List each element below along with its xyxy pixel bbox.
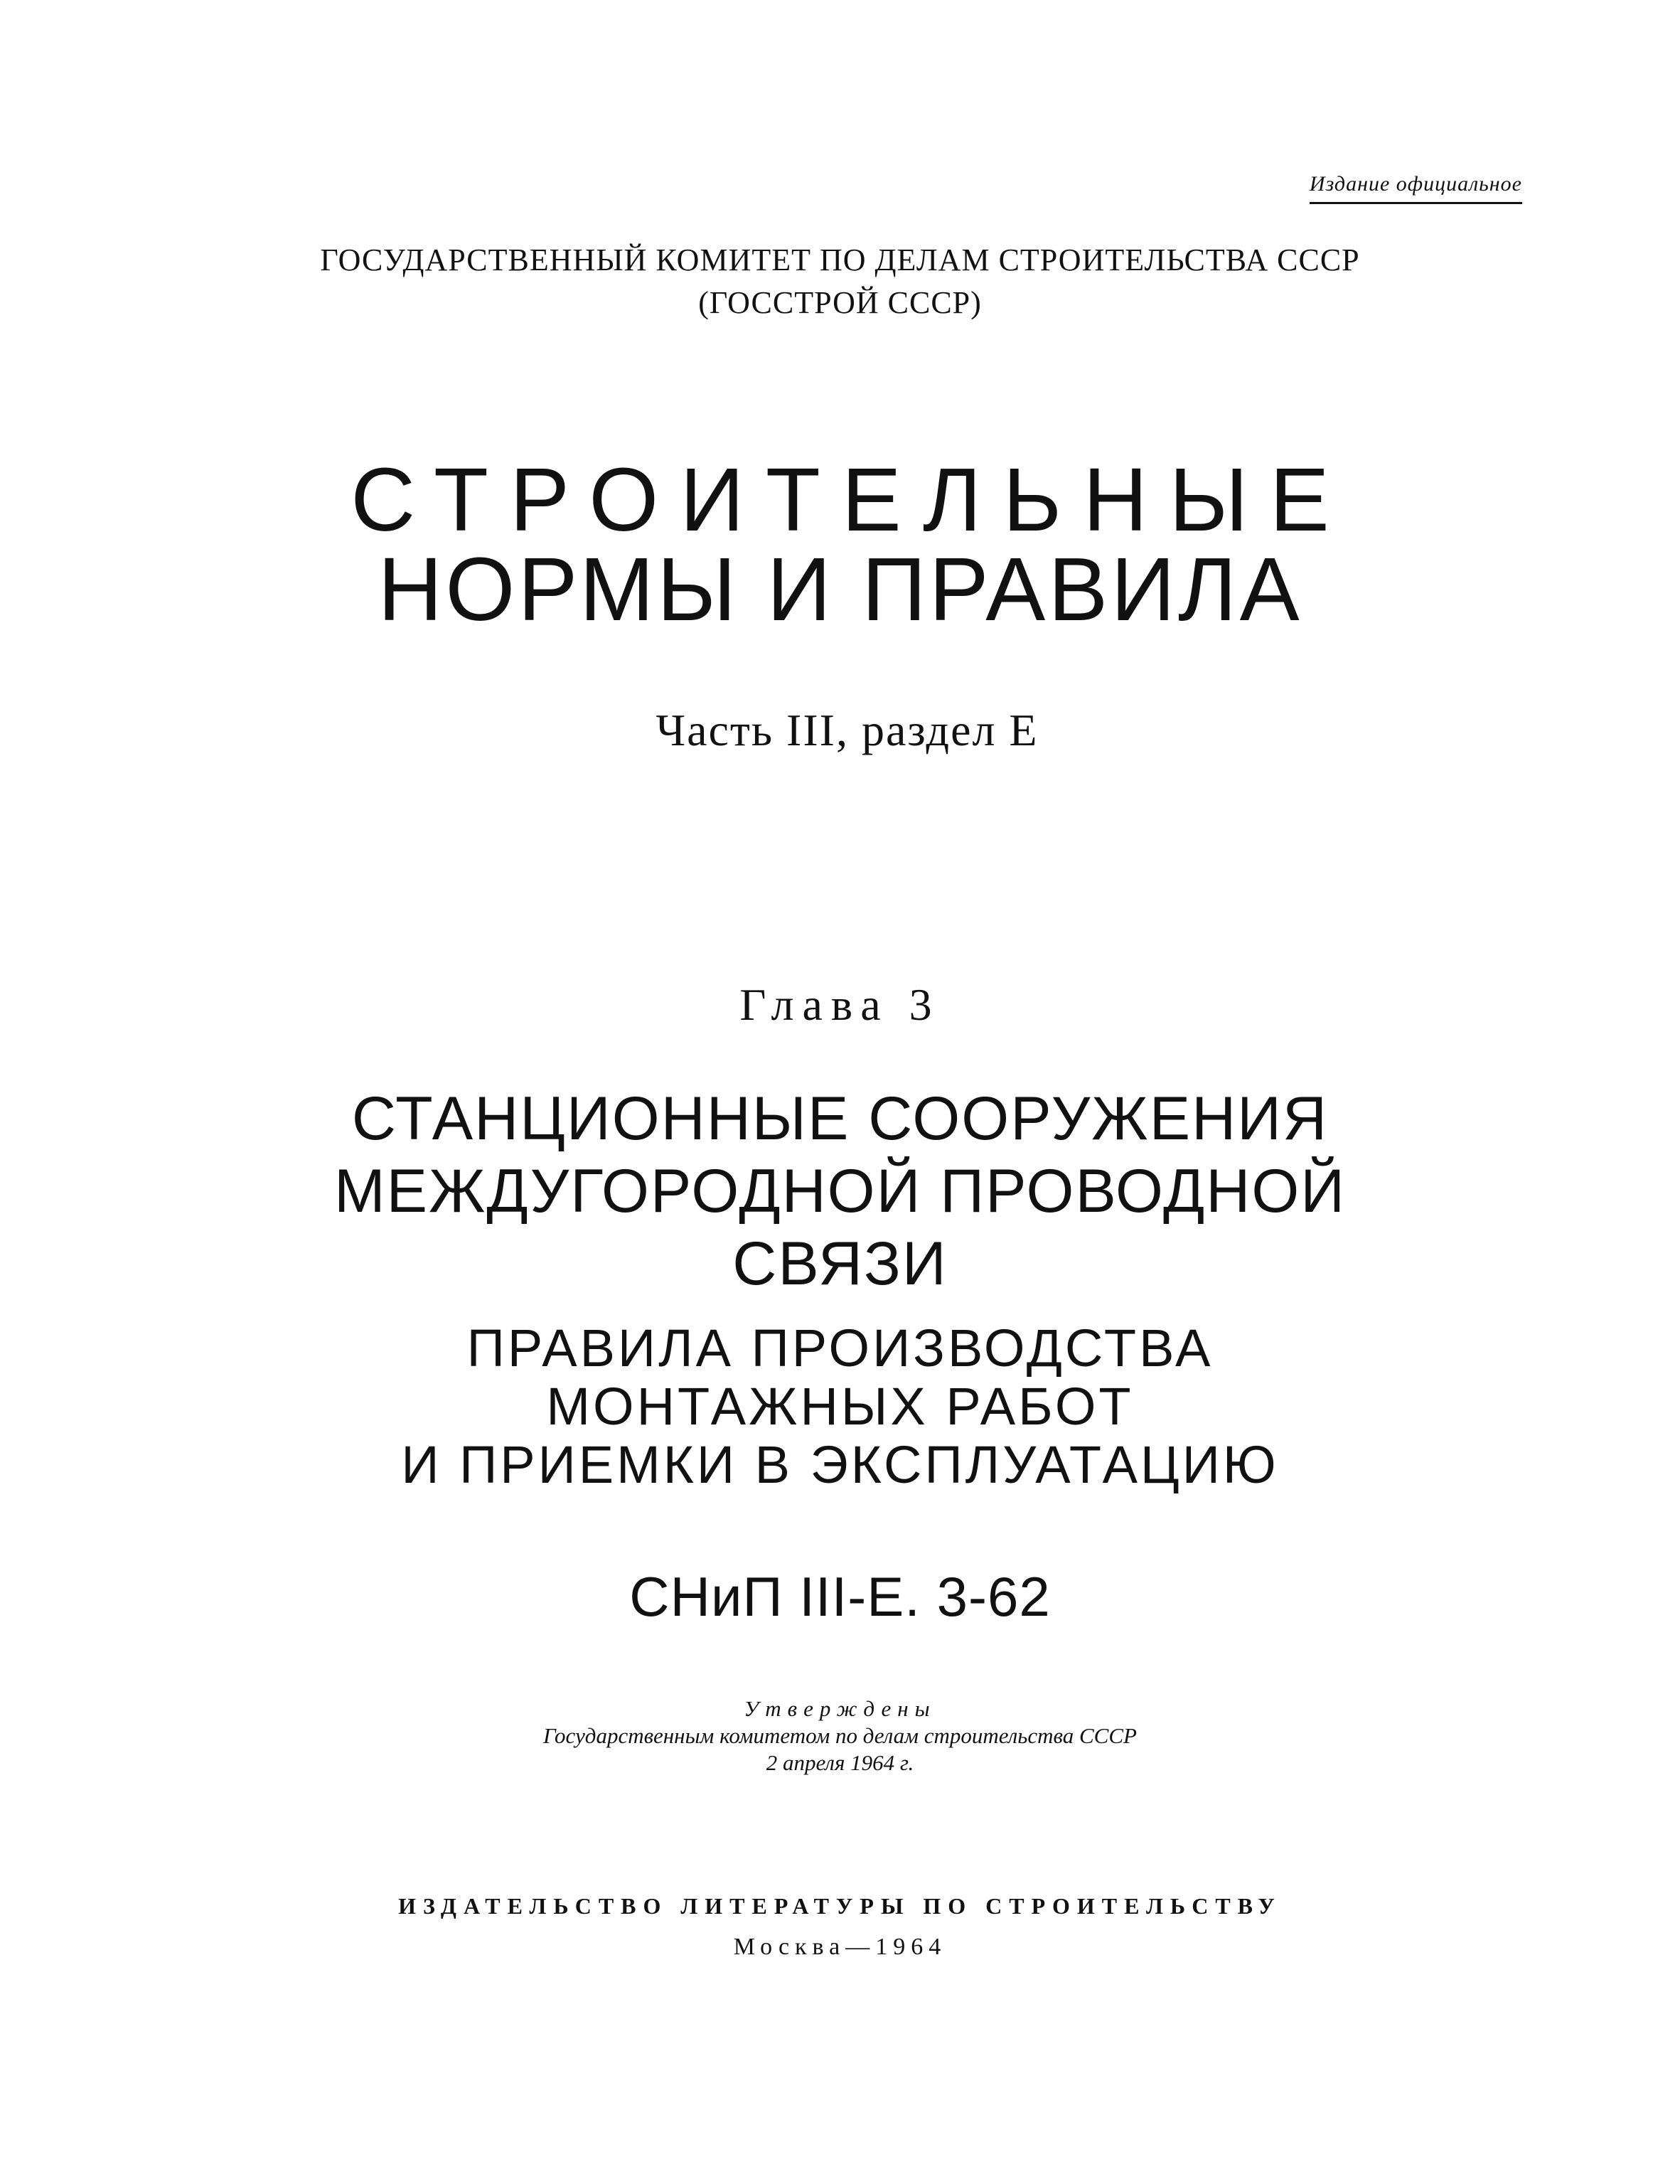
chapter-title-line-1: СТАНЦИОННЫЕ СООРУЖЕНИЯ: [351, 1085, 1329, 1153]
chapter-title-line-2: МЕЖДУГОРОДНОЙ ПРОВОДНОЙ: [333, 1157, 1347, 1225]
part-section: Часть III, раздел Е: [656, 705, 1039, 755]
rules-subtitle-line-1: ПРАВИЛА ПРОИЗВОДСТВА: [466, 1319, 1214, 1378]
publisher-name: ИЗДАТЕЛЬСТВО ЛИТЕРАТУРЫ ПО СТРОИТЕЛЬСТВУ: [398, 1893, 1282, 1919]
approval-note: [0, 1695, 1680, 1777]
approval-date: 2 апреля 1964 г.: [766, 1750, 914, 1775]
main-title: [0, 449, 1680, 639]
approval-authority: Государственным комитетом по делам строительства СССР: [543, 1723, 1137, 1748]
main-title-line-2: НОРМЫ И ПРАВИЛА: [378, 539, 1302, 639]
chapter-title-line-3: СВЯЗИ: [732, 1230, 948, 1298]
approval-word: Утверждены: [744, 1696, 936, 1721]
edition-label: Издание официальное: [1310, 172, 1522, 204]
document-code: СНиП III-Е. 3-62: [629, 1565, 1051, 1628]
chapter-title: [0, 1082, 1680, 1300]
rules-subtitle: [0, 1319, 1680, 1494]
rules-subtitle-line-3: И ПРИЕМКИ В ЭКСПЛУАТАЦИЮ: [401, 1435, 1279, 1494]
committee-abbreviation: (ГОССТРОЙ СССР): [698, 285, 982, 320]
city-year: Москва—1964: [733, 1934, 947, 1960]
committee-name: ГОСУДАРСТВЕННЫЙ КОМИТЕТ ПО ДЕЛАМ СТРОИТЕЛЬСТВА СССР: [320, 243, 1360, 277]
committee-header: [0, 239, 1680, 324]
rules-subtitle-line-2: МОНТАЖНЫХ РАБОТ: [546, 1377, 1134, 1436]
main-title-line-1: СТРОИТЕЛЬНЫЕ: [351, 449, 1351, 550]
chapter-number: Глава 3: [739, 979, 941, 1030]
